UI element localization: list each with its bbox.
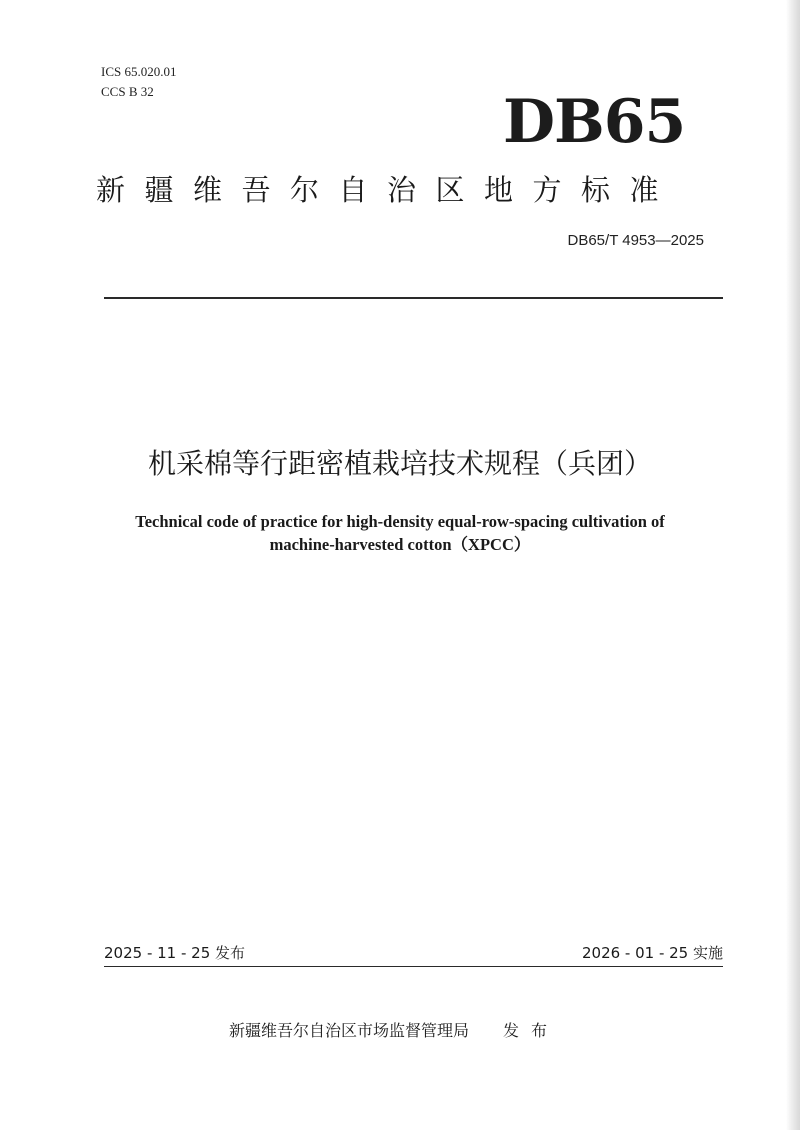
bottom-divider [104, 966, 723, 967]
db65-logo: DB65 [503, 87, 686, 157]
ccs-code: CCS B 32 [101, 84, 154, 99]
publisher-name: 新疆维吾尔自治区市场监督管理局 [229, 1021, 470, 1040]
standard-authority-title: 新疆维吾尔自治区地方标准 [96, 173, 679, 207]
english-title-line-2: machine-harvested cotton（XPCC） [269, 535, 531, 554]
classification-codes [101, 62, 176, 102]
document-title-english [80, 510, 720, 556]
top-divider [104, 297, 723, 299]
ics-code: ICS 65.020.01 [101, 64, 177, 79]
english-title-line-1: Technical code of practice for high-density equal-row-spacing cultivation of [135, 512, 665, 531]
issue-date: 2025 - 11 - 25 发布 [104, 944, 246, 962]
publish-label: 发布 [503, 1021, 560, 1040]
scan-edge-shadow [786, 0, 800, 1130]
implementation-date: 2026 - 01 - 25 实施 [581, 944, 723, 962]
document-title-chinese: 机采棉等行距密植栽培技术规程（兵团） [147, 447, 652, 480]
standard-number: DB65/T 4953—2025 [567, 232, 704, 249]
publisher-line [229, 1018, 559, 1041]
